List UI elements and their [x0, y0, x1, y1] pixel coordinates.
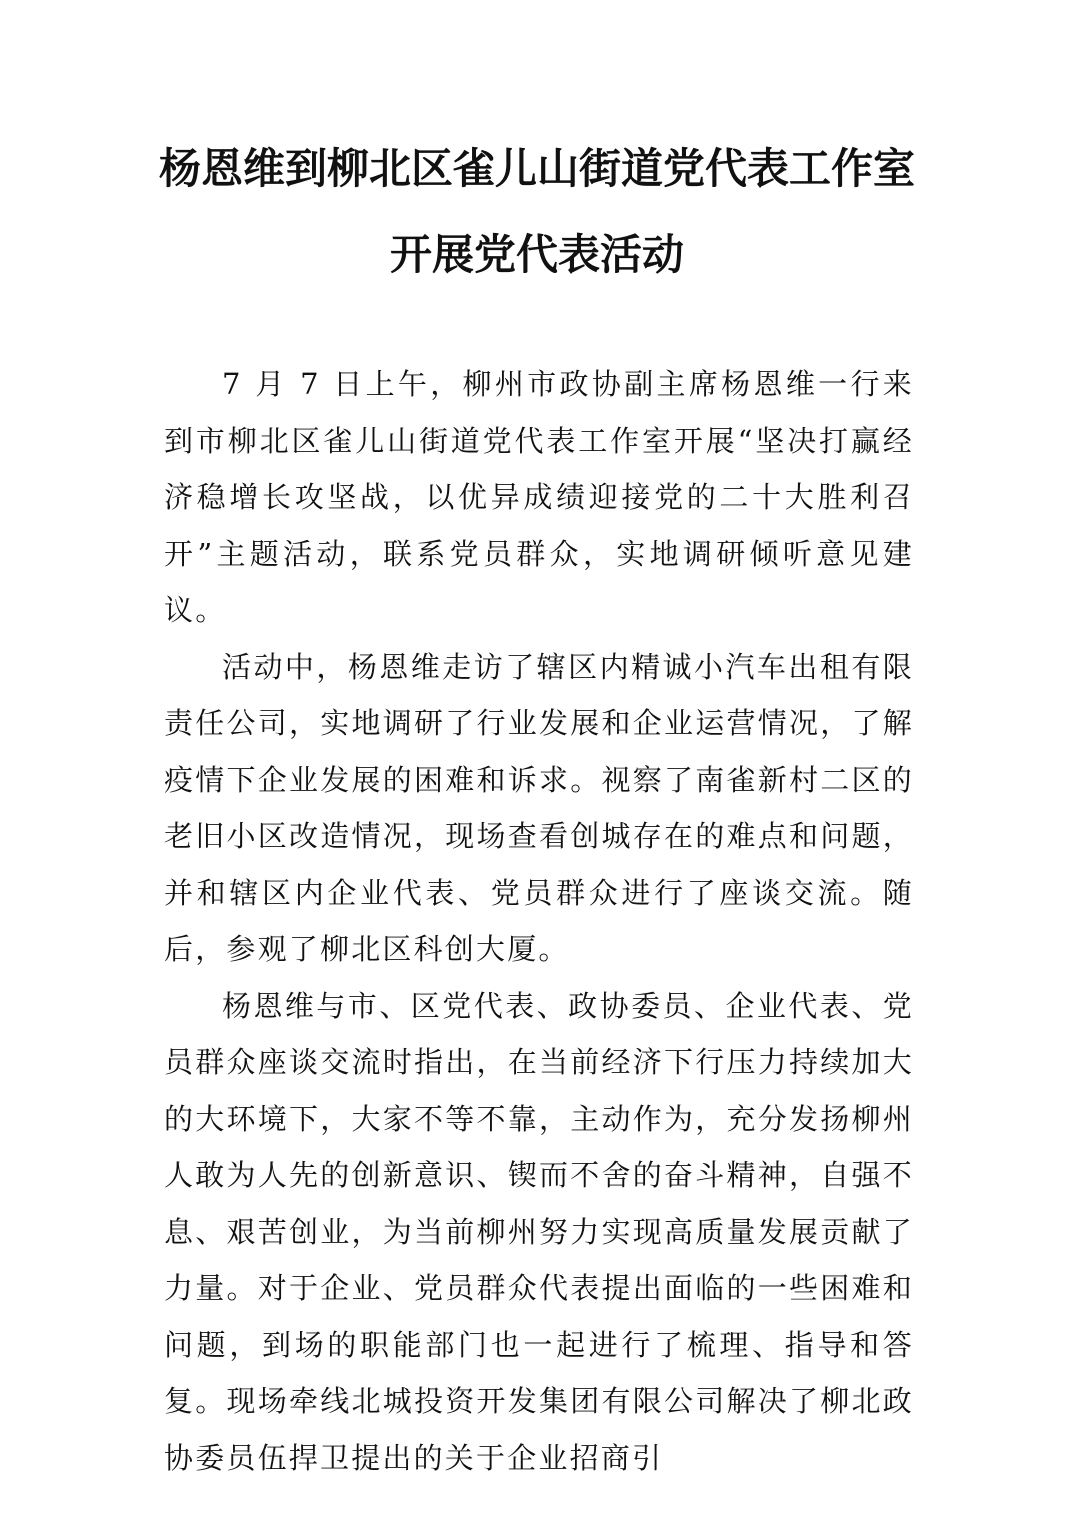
- document-body: [164, 356, 914, 1486]
- paragraph-1: 7 月 7 日上午，柳州市政协副主席杨恩维一行来到市柳北区雀儿山街道党代表工作室开展“坚决打赢经济稳增长攻坚战，以优异成绩迎接党的二十大胜利召开”主题活动，联系党员群众，实地调研倾听意见建议。: [164, 367, 914, 627]
- paragraph-2: 活动中，杨恩维走访了辖区内精诚小汽车出租有限责任公司，实地调研了行业发展和企业运营情况，了解疫情下企业发展的困难和诉求。视察了南雀新村二区的老旧小区改造情况，现场查看创城存在的难点和问题，并和辖区内企业代表、党员群众进行了座谈交流。随后，参观了柳北区科创大厦。: [164, 649, 914, 966]
- paragraph-3: 杨恩维与市、区党代表、政协委员、企业代表、党员群众座谈交流时指出，在当前经济下行压力持续加大的大环境下，大家不等不靠，主动作为，充分发扬柳州人敢为人先的创新意识、锲而不舍的奋斗精神，自强不息、艰苦创业，为当前柳州努力实现高质量发展贡献了力量。对于企业、党员群众代表提出面临的一些困难和问题，到场的职能部门也一起进行了梳理、指导和答复。现场牵线北城投资开发集团有限公司解决了柳北政协委员伍捍卫提出的关于企业招商引: [164, 988, 914, 1475]
- document-title-line-2: 开展党代表活动: [389, 230, 684, 279]
- document-title-line-1: 杨恩维到柳北区雀儿山街道党代表工作室: [158, 144, 915, 193]
